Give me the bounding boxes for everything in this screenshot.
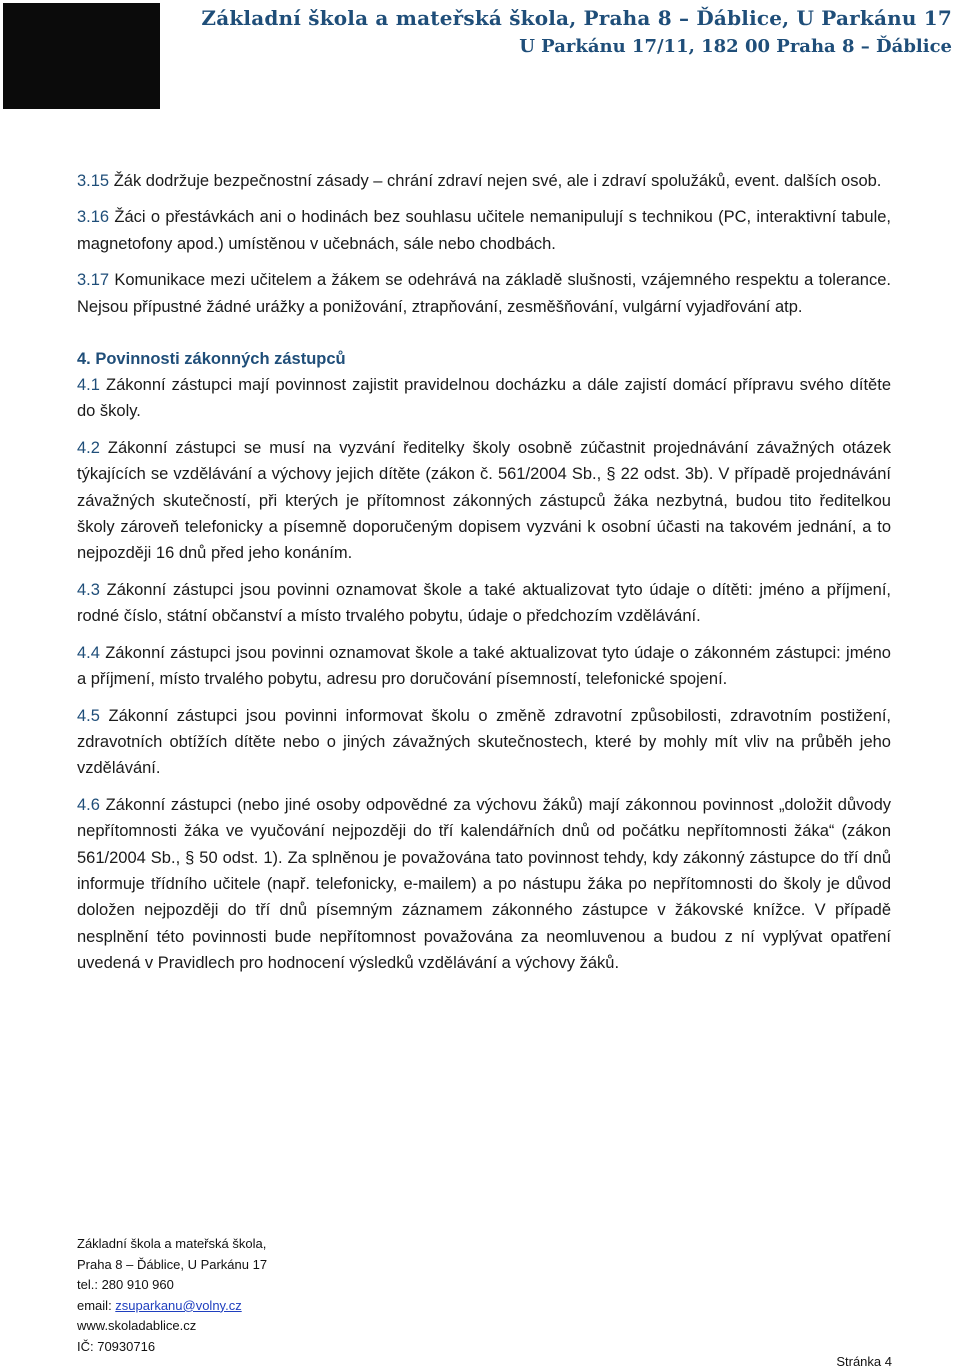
paragraph-number: 3.17 [77, 271, 110, 290]
paragraph-4-5 [77, 703, 891, 782]
paragraph-4-1 [77, 372, 891, 425]
paragraph-3-15 [77, 168, 891, 194]
footer-website: www.skoladablice.cz [77, 1318, 197, 1334]
school-logo-graphic [3, 3, 160, 109]
paragraph-text: Zákonní zástupci jsou povinni oznamovat škole a také aktualizovat tyto údaje o zákonném zástupci: jméno a příjmení, místo trvalého pobytu, adresu pro doručování písemností, telefonické spojení. [77, 643, 891, 689]
paragraph-number: 3.16 [77, 208, 110, 227]
school-logo [3, 3, 160, 109]
paragraph-number: 4.2 [77, 438, 100, 457]
footer-school-location: Praha 8 – Ďáblice, U Parkánu 17 [77, 1256, 268, 1272]
paragraph-text: Zákonní zástupci se musí na vyzvání ředitelky školy osobně zúčastnit projednávání závažných otázek týkajících se vzdělávání a výchovy jejich dítěte (zákon č. 561/2004 Sb., § 22 odst. 3b). V případě projednávání závažných skutečností, při kterých je přítomnost zákonných zástupců žáka nezbytná, budou tito ředitelkou školy zároveň telefonicky a písemně doporučeným dopisem vyzváni k osobní účasti na takovém jednání, a to nejpozději 16 dnů před jeho konáním. [77, 438, 891, 563]
paragraph-text: Zákonní zástupci (nebo jiné osoby odpovědné za výchovu žáků) mají zákonnou povinnost „doložit důvody nepřítomnosti žáka ve vyučování nejpozději do tří kalendářních dnů od počátku nepřítomnosti žáka“ (zákon 561/2004 Sb., § 50 odst. 1). Za splněnou je považována tato povinnost tehdy, kdy zákonný zástupce do tří dnů informuje třídního učitele (např. telefonicky, e-mailem) a po nástupu žáka po nepřítomnosti do školy je důvod doložen nejpozději do tří dnů písemným záznamem zákonného zástupce v žákovské knížce. V případě nesplnění této povinnosti bude nepřítomnost považována za neomluvenou a budou z ní vyplývat opatření uvedená v Pravidlech pro hodnocení výsledků vzdělávání a výchovy žáků. [77, 795, 891, 973]
header-school-name: Základní škola a mateřská škola, Praha 8 – Ďáblice, U Parkánu 17 [201, 6, 952, 30]
paragraph-3-16 [77, 204, 891, 257]
footer-email-label: email: [77, 1297, 116, 1313]
paragraph-number: 4.5 [77, 706, 100, 725]
footer-email-link[interactable]: zsuparkanu@volny.cz [115, 1297, 242, 1313]
header-school-address: U Parkánu 17/11, 182 00 Praha 8 – Ďáblice [519, 36, 952, 57]
paragraph-number: 3.15 [77, 172, 110, 190]
paragraph-3-17 [77, 267, 891, 320]
footer-school-name: Základní škola a mateřská škola, [77, 1236, 267, 1251]
paragraph-number: 4.3 [77, 580, 100, 599]
paragraph-number: 4.1 [77, 376, 100, 395]
paragraph-text: Žáci o přestávkách ani o hodinách bez souhlasu učitele nemanipulují s technikou (PC, interaktivní tabule, magnetofony apod.) umístěnou v učebnách, sále nebo chodbách. [77, 208, 891, 253]
paragraph-text: Zákonní zástupci jsou povinni informovat školu o změně zdravotní způsobilosti, zdravotním postižení, zdravotních obtížích dítěte nebo o jiných závažných skutečnostech, které by mohly mít vliv na průběh jeho vzdělávání. [77, 706, 891, 778]
page-number: Stránka 4 [836, 1354, 892, 1369]
footer-ico: IČ: 70930716 [77, 1338, 156, 1354]
paragraph-text: Žák dodržuje bezpečnostní zásady – chrání zdraví nejen své, ale i zdraví spolužáků, event. dalších osob. [109, 172, 882, 190]
paragraph-4-2 [77, 435, 891, 567]
paragraph-4-4 [77, 640, 891, 693]
paragraph-4-3 [77, 577, 891, 630]
paragraph-text: Komunikace mezi učitelem a žákem se odehrává na základě slušnosti, vzájemného respektu a tolerance. Nejsou přípustné žádné urážky a ponižování, ztrapňování, zesměšňování, vulgární vyjadřování atp. [77, 271, 891, 316]
document-body [77, 168, 891, 977]
section-heading-4: 4. Povinnosti zákonných zástupců [77, 350, 346, 369]
footer-contact [77, 1234, 267, 1358]
paragraph-4-6 [77, 792, 891, 977]
paragraph-text: Zákonní zástupci mají povinnost zajistit pravidelnou docházku a dále zajistí domácí přípravu svého dítěte do školy. [77, 376, 891, 421]
paragraph-number: 4.6 [77, 795, 100, 814]
paragraph-number: 4.4 [77, 643, 100, 662]
footer-phone: tel.: 280 910 960 [77, 1277, 174, 1293]
footer-email-row [77, 1296, 267, 1317]
paragraph-text: Zákonní zástupci jsou povinni oznamovat škole a také aktualizovat tyto údaje o dítěti: jméno a příjmení, rodné číslo, státní občanství a místo trvalého pobytu, údaje o předchozím vzdělávání. [77, 580, 891, 626]
